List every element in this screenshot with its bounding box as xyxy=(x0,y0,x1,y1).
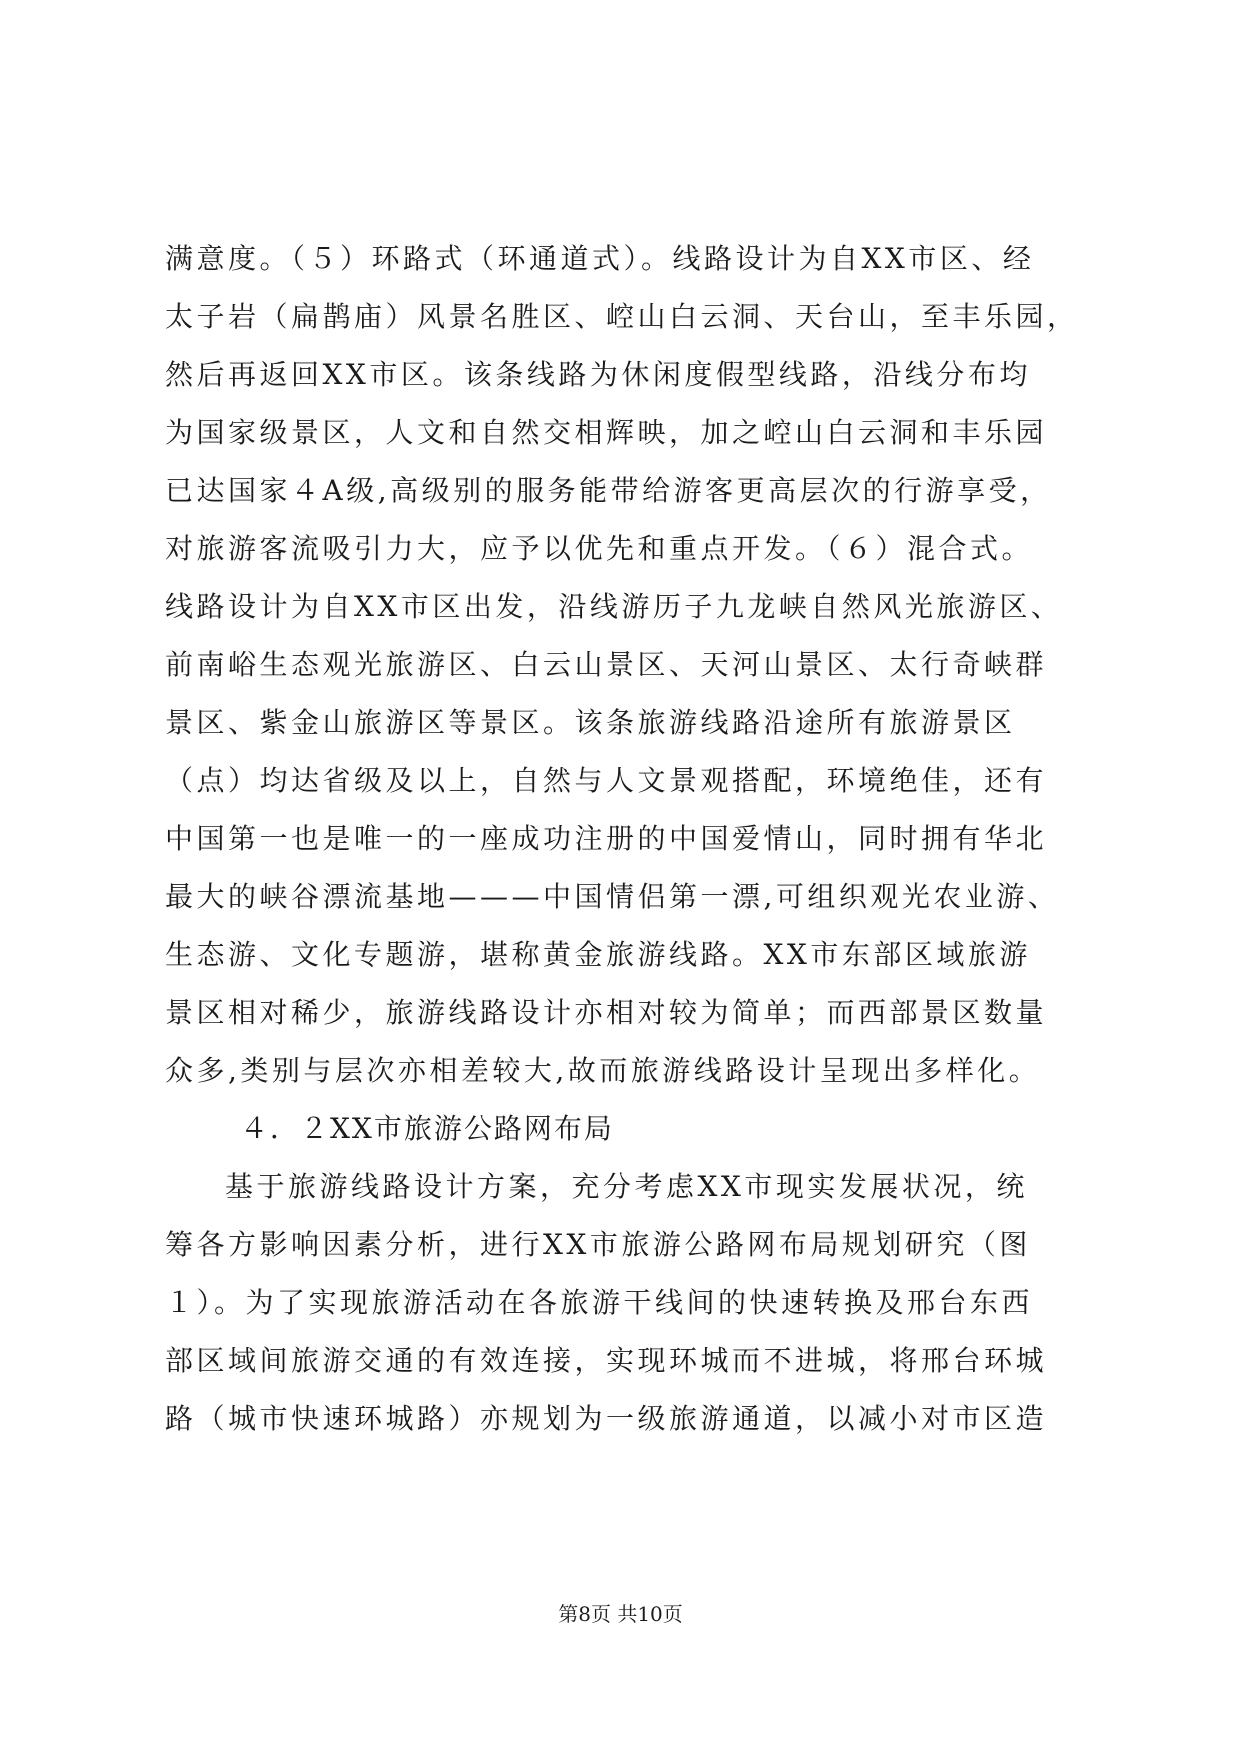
text-line: 基于旅游线路设计方案，充分考虑XX市现实发展状况，统 xyxy=(225,1170,1028,1203)
paragraph-1 xyxy=(165,230,1085,1100)
text-line: 生态游、文化专题游，堪称黄金旅游线路。XX市东部区域旅游 xyxy=(165,938,1031,971)
page-footer xyxy=(0,1600,1241,1628)
body-text xyxy=(165,230,1085,1448)
text-line: 已达国家４A级,高级别的服务能带给游客更高层次的行游享受， xyxy=(165,474,1052,507)
text-line: （点）均达省级及以上，自然与人文景观搭配，环境绝佳，还有 xyxy=(165,764,1048,797)
text-line: 太子岩（扁鹊庙）风景名胜区、崆山白云洞、天台山，至丰乐园， xyxy=(165,300,1079,333)
text-line: 满意度。（５）环路式（环通道式）。线路设计为自XX市区、经 xyxy=(165,242,1035,275)
text-line: 景区相对稀少，旅游线路设计亦相对较为简单；而西部景区数量 xyxy=(165,996,1048,1029)
text-line: 然后再返回XX市区。该条线路为休闲度假型线路，沿线分布均 xyxy=(165,358,1031,391)
text-line: 对旅游客流吸引力大，应予以优先和重点开发。（６）混合式。 xyxy=(165,532,1034,565)
text-line: １）。为了实现旅游活动在各旅游干线间的快速转换及邢台东西 xyxy=(165,1286,1034,1319)
text-line: 为国家级景区，人文和自然交相辉映，加之崆山白云洞和丰乐园 xyxy=(165,416,1048,449)
text-line: 筹各方影响因素分析，进行XX市旅游公路网布局规划研究（图 xyxy=(165,1228,1031,1261)
section-heading: ４．２XX市旅游公路网布局 xyxy=(240,1112,614,1145)
text-line: 前南峪生态观光旅游区、白云山景区、天河山景区、太行奇峡群 xyxy=(165,648,1048,681)
text-line: 路（城市快速环城路）亦规划为一级旅游通道，以减小对市区造 xyxy=(165,1402,1048,1435)
page-number: 第8页 共10页 xyxy=(558,1602,683,1626)
text-line: 众多,类别与层次亦相差较大,故而旅游线路设计呈现出多样化。 xyxy=(165,1054,1041,1087)
text-line: 部区域间旅游交通的有效连接，实现环城而不进城，将邢台环城 xyxy=(165,1344,1048,1377)
text-line: 线路设计为自XX市区出发，沿线游历子九龙峡自然风光旅游区、 xyxy=(165,590,1063,623)
paragraph-2 xyxy=(165,1158,1085,1448)
text-line: 最大的峡谷漂流基地———中国情侣第一漂,可组织观光农业游、 xyxy=(165,880,1060,913)
text-line: 中国第一也是唯一的一座成功注册的中国爱情山，同时拥有华北 xyxy=(165,822,1048,855)
text-line: 景区、紫金山旅游区等景区。该条旅游线路沿途所有旅游景区 xyxy=(165,706,1016,739)
